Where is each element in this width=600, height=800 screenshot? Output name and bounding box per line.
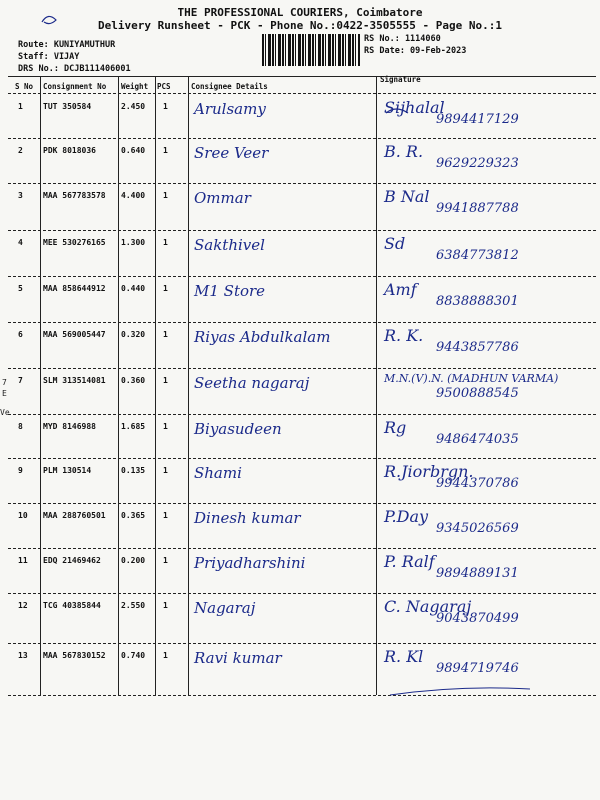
row-sno: 10	[18, 511, 28, 520]
col-sno: S No	[15, 82, 34, 91]
row-pcs: 1	[163, 556, 168, 565]
row-consignment: MAA 567783578	[43, 191, 106, 200]
rs-date: RS Date: 09-Feb-2023	[364, 46, 467, 56]
row-pcs: 1	[163, 511, 168, 520]
margin-mark: 7	[2, 378, 7, 387]
phone-number: 8838888301	[436, 294, 519, 309]
signature-mark: M.N.(V).N. (MADHUN VARMA)	[384, 372, 559, 385]
row-consignment: SLM 313514081	[43, 376, 106, 385]
row-pcs: 1	[163, 651, 168, 660]
signature-mark: Sijhalal	[384, 98, 445, 117]
signature-mark: R. K.	[384, 326, 424, 345]
row-consignment: PDK 8018036	[43, 146, 96, 155]
signature-mark: R.Jiorbrgn.	[384, 462, 474, 481]
row-consignment: EDQ 21469462	[43, 556, 101, 565]
row-consignment: TUT 350584	[43, 102, 92, 111]
row-weight: 0.200	[121, 556, 146, 565]
consignee-name: Shami	[194, 464, 242, 482]
row-pcs: 1	[163, 601, 168, 610]
row-sno: 2	[18, 146, 23, 155]
row-weight: 0.365	[121, 511, 146, 520]
row-sno: 5	[18, 284, 23, 293]
row-sno: 7	[18, 376, 23, 385]
row-weight: 2.450	[121, 102, 146, 111]
row-pcs: 1	[163, 330, 168, 339]
signature-mark: R. Kl	[384, 647, 424, 666]
consignee-name: Biyasudeen	[194, 420, 282, 438]
consignee-name: Sree Veer	[194, 144, 269, 162]
phone-number: 9043870499	[436, 611, 519, 626]
signature-mark: P.Day	[384, 507, 429, 526]
margin-mark: E	[2, 389, 7, 398]
row-pcs: 1	[163, 238, 168, 247]
pen-underline	[390, 688, 530, 695]
row-consignment: MEE 530276165	[43, 238, 106, 247]
row-weight: 1.685	[121, 422, 146, 431]
row-weight: 0.320	[121, 330, 146, 339]
row-sno: 13	[18, 651, 28, 660]
route-label: Route: KUNIYAMUTHUR	[18, 40, 116, 50]
phone-number: 9941887788	[436, 201, 519, 216]
phone-number: 9629229323	[436, 156, 519, 171]
row-pcs: 1	[163, 376, 168, 385]
phone-number: 9486474035	[436, 432, 519, 447]
col-weight: Weight	[121, 82, 149, 91]
row-weight: 0.440	[121, 284, 146, 293]
row-sno: 11	[18, 556, 28, 565]
phone-number: 9443857786	[436, 340, 519, 355]
company-title: THE PROFESSIONAL COURIERS, Coimbatore	[177, 6, 423, 19]
row-sno: 4	[18, 238, 23, 247]
consignee-name: Arulsamy	[194, 100, 266, 118]
row-consignment: MAA 567830152	[43, 651, 106, 660]
row-consignment: TCG 40385844	[43, 601, 101, 610]
signature-mark: Rg	[384, 418, 407, 437]
phone-number: 9894889131	[436, 566, 519, 581]
phone-number: 9894417129	[436, 112, 519, 127]
row-weight: 0.360	[121, 376, 146, 385]
row-pcs: 1	[163, 284, 168, 293]
phone-number: 9944370786	[436, 476, 519, 491]
col-consignment: Consignment No	[43, 82, 107, 91]
consignee-name: Sakthivel	[194, 236, 265, 254]
runsheet-subtitle: Delivery Runsheet - PCK - Phone No.:0422-3505555 - Page No.:1	[98, 19, 502, 32]
signature-mark: B. R.	[384, 142, 424, 161]
signature-mark: Sd	[384, 234, 406, 253]
row-sno: 12	[18, 601, 28, 610]
row-sno: 9	[18, 466, 23, 475]
staff-label: Staff: VIJAY	[18, 52, 80, 62]
consignee-name: Riyas Abdulkalam	[194, 328, 331, 346]
row-pcs: 1	[163, 102, 168, 111]
phone-number: 6384773812	[436, 248, 519, 263]
row-consignment: MAA 858644912	[43, 284, 106, 293]
phone-number: 9894719746	[436, 661, 519, 676]
row-consignment: MYD 8146988	[43, 422, 96, 431]
margin-mark: Ve	[0, 408, 10, 417]
row-sno: 1	[18, 102, 23, 111]
signature-mark: C. Nagaraj	[384, 597, 472, 616]
consignee-name: Nagaraj	[194, 599, 256, 617]
row-pcs: 1	[163, 146, 168, 155]
signature-mark: P. Ralf	[384, 552, 435, 571]
row-weight: 4.400	[121, 191, 146, 200]
consignee-name: M1 Store	[194, 282, 266, 300]
rs-number: RS No.: 1114060	[364, 34, 441, 44]
row-weight: 1.300	[121, 238, 146, 247]
row-sno: 6	[18, 330, 23, 339]
col-signature: Signature	[380, 75, 421, 84]
row-weight: 0.640	[121, 146, 146, 155]
consignee-name: Seetha nagaraj	[194, 374, 310, 392]
consignee-name: Priyadharshini	[194, 554, 306, 572]
row-pcs: 1	[163, 422, 168, 431]
phone-number: 9345026569	[436, 521, 519, 536]
consignee-name: Ommar	[194, 189, 251, 207]
pen-scribble	[42, 16, 56, 23]
row-sno: 3	[18, 191, 23, 200]
signature-mark: B Nal	[384, 187, 430, 206]
drs-number: DRS No.: DCJB111406001	[18, 64, 131, 74]
col-pcs: PCS	[157, 82, 171, 91]
consignee-name: Dinesh kumar	[194, 509, 301, 527]
row-pcs: 1	[163, 191, 168, 200]
row-consignment: MAA 569005447	[43, 330, 106, 339]
row-consignment: MAA 288760501	[43, 511, 106, 520]
phone-number: 9500888545	[436, 386, 519, 401]
row-weight: 0.740	[121, 651, 146, 660]
pen-underline	[386, 109, 408, 113]
signature-mark: Amf	[384, 280, 417, 299]
row-pcs: 1	[163, 466, 168, 475]
row-sno: 8	[18, 422, 23, 431]
col-consignee: Consignee Details	[191, 82, 268, 91]
row-consignment: PLM 130514	[43, 466, 92, 475]
row-weight: 2.550	[121, 601, 146, 610]
row-weight: 0.135	[121, 466, 146, 475]
consignee-name: Ravi kumar	[194, 649, 282, 667]
